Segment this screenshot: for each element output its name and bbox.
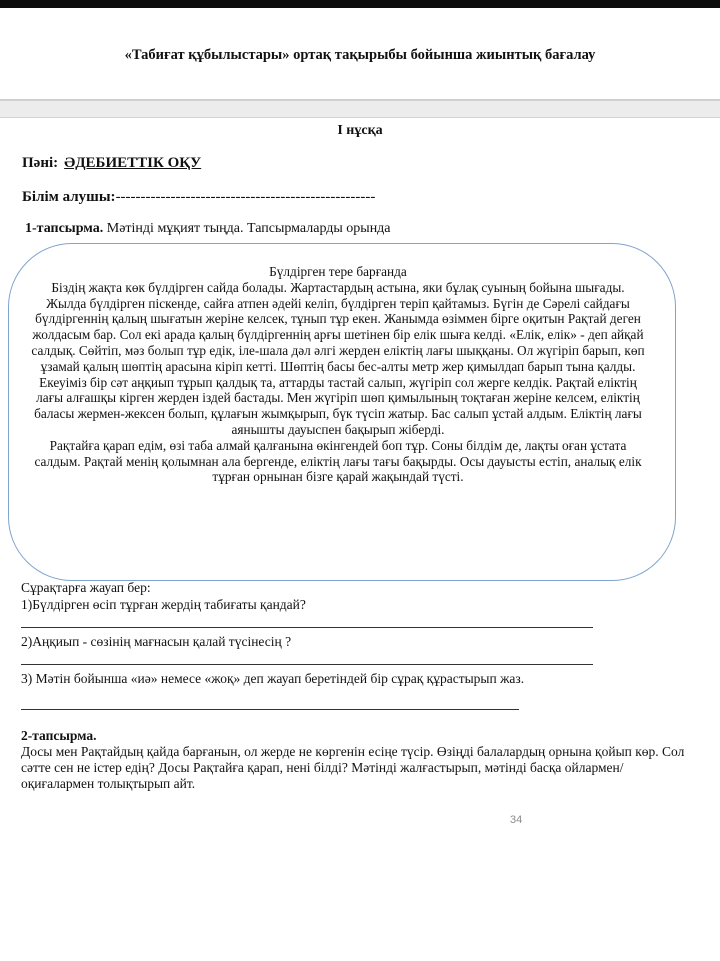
top-dark-band [0,0,720,8]
student-label: Білім алушы: [22,189,116,205]
answer-line-1[interactable] [21,619,593,628]
task2-section [21,728,693,792]
story-text [30,264,646,485]
subject-value: ӘДЕБИЕТТІК ОҚУ [64,155,202,171]
question-1: 1)Бүлдірген өсіп тұрған жердің табиғаты қандай? [21,597,306,612]
student-blank: ---------------------------------------------------- [115,189,376,205]
task1-instruction [25,221,391,237]
task2-label: 2-тапсырма. [21,728,97,743]
document-header-title: «Табиғат құбылыстары» ортақ тақырыбы бойынша жиынтық бағалау [124,47,596,63]
task2-text: Досы мен Рақтайдың қайда барғанын, ол жерде не көргенін есіңе түсір. Өзіңді балалардың орнына қойып көр. Сол сәтте сен не істер едің? Досы Рақтайға қарап, нені білді? Мәтінді жалғастырып, мәтінді басқа ойлармен/оқиғалармен толықтырып айт. [21,744,685,791]
variant-heading: І нұсқа [337,123,383,138]
task1-text: Мәтінді мұқият тыңда. Тапсырмаларды орында [106,221,391,236]
page-number: 34 [510,814,523,826]
questions-section [21,580,681,716]
answer-line-2[interactable] [21,656,593,665]
subject-label: Пәні: [22,155,59,171]
student-line [22,189,375,206]
page-separator [0,99,720,118]
story-paragraph-1: Біздің жақта көк бүлдірген сайда болады. Жартастардың астына, яки бұлақ суының бойына шығады. Жылда бүлдірген піскенде, сайға атпен әдейі келіп, бүлдірген теріп қайтамыз. Бүгін де Сәрелі сайдағы бүлдіргеннің қалың шығатын жеріне келсек, тұнып тұр екен. Жанымда өзіммен бірге оқитын Рақтай деген жолдасым бар. Сол екі арада қалың бүлдіргеннің арғы шетінен бір елік шыға келді. «Елік, елік» - деп айқай салдық. Сөйтіп, мәз болып тұр едік, іле-шала дәл әлгі жерден еліктің лағы шыққаны. Ол жүгіріп барып, көп ұзамай қалың шөптің арасына кіріп кетті. Шөптің басы бес-алты метр жер қимылдап барып тына қалды. Екеуіміз бір сәт аңқиып тұрып қалдық та, аттарды тастай салып, жүгіріп сол жерге келдік. Рақтай еліктің лағы алғашқы кірген жерден іздей бастады. Мен жүгіріп шөп қимылының тоқтаған жеріне келсем, еліктің баласы жермен-жексен болып, құлағын жымқырып, бүк түсіп жатыр. Бас салып ұстай алдым. Еліктің лағы аянышты дауыспен бақырып жіберді. [31,279,645,437]
story-title: Бүлдірген тере барғанда [269,264,407,279]
questions-title: Сұрақтарға жауап бер: [21,580,151,595]
question-2: 2)Аңқиып - сөзінің мағнасын қалай түсінесің ? [21,634,292,649]
answer-line-3[interactable] [21,701,519,710]
story-paragraph-2: Рақтайға қарап едім, өзі таба алмай қалғанына өкінгендей боп тұр. Соны білдім де, лақты оған ұстата салдым. Рақтай менің қолымнан ала бергенде, еліктің лағы тағы бақырды. Осы дауысты естіп, аналық елік тұрған орнынан бізге қарай жақындай түсті. [34,437,642,485]
subject-line [22,155,201,172]
task1-label: 1-тапсырма. [25,221,104,236]
question-3: 3) Мәтін бойынша «иә» немесе «жоқ» деп жауап беретіндей бір сұрақ құрастырып жаз. [21,671,525,686]
